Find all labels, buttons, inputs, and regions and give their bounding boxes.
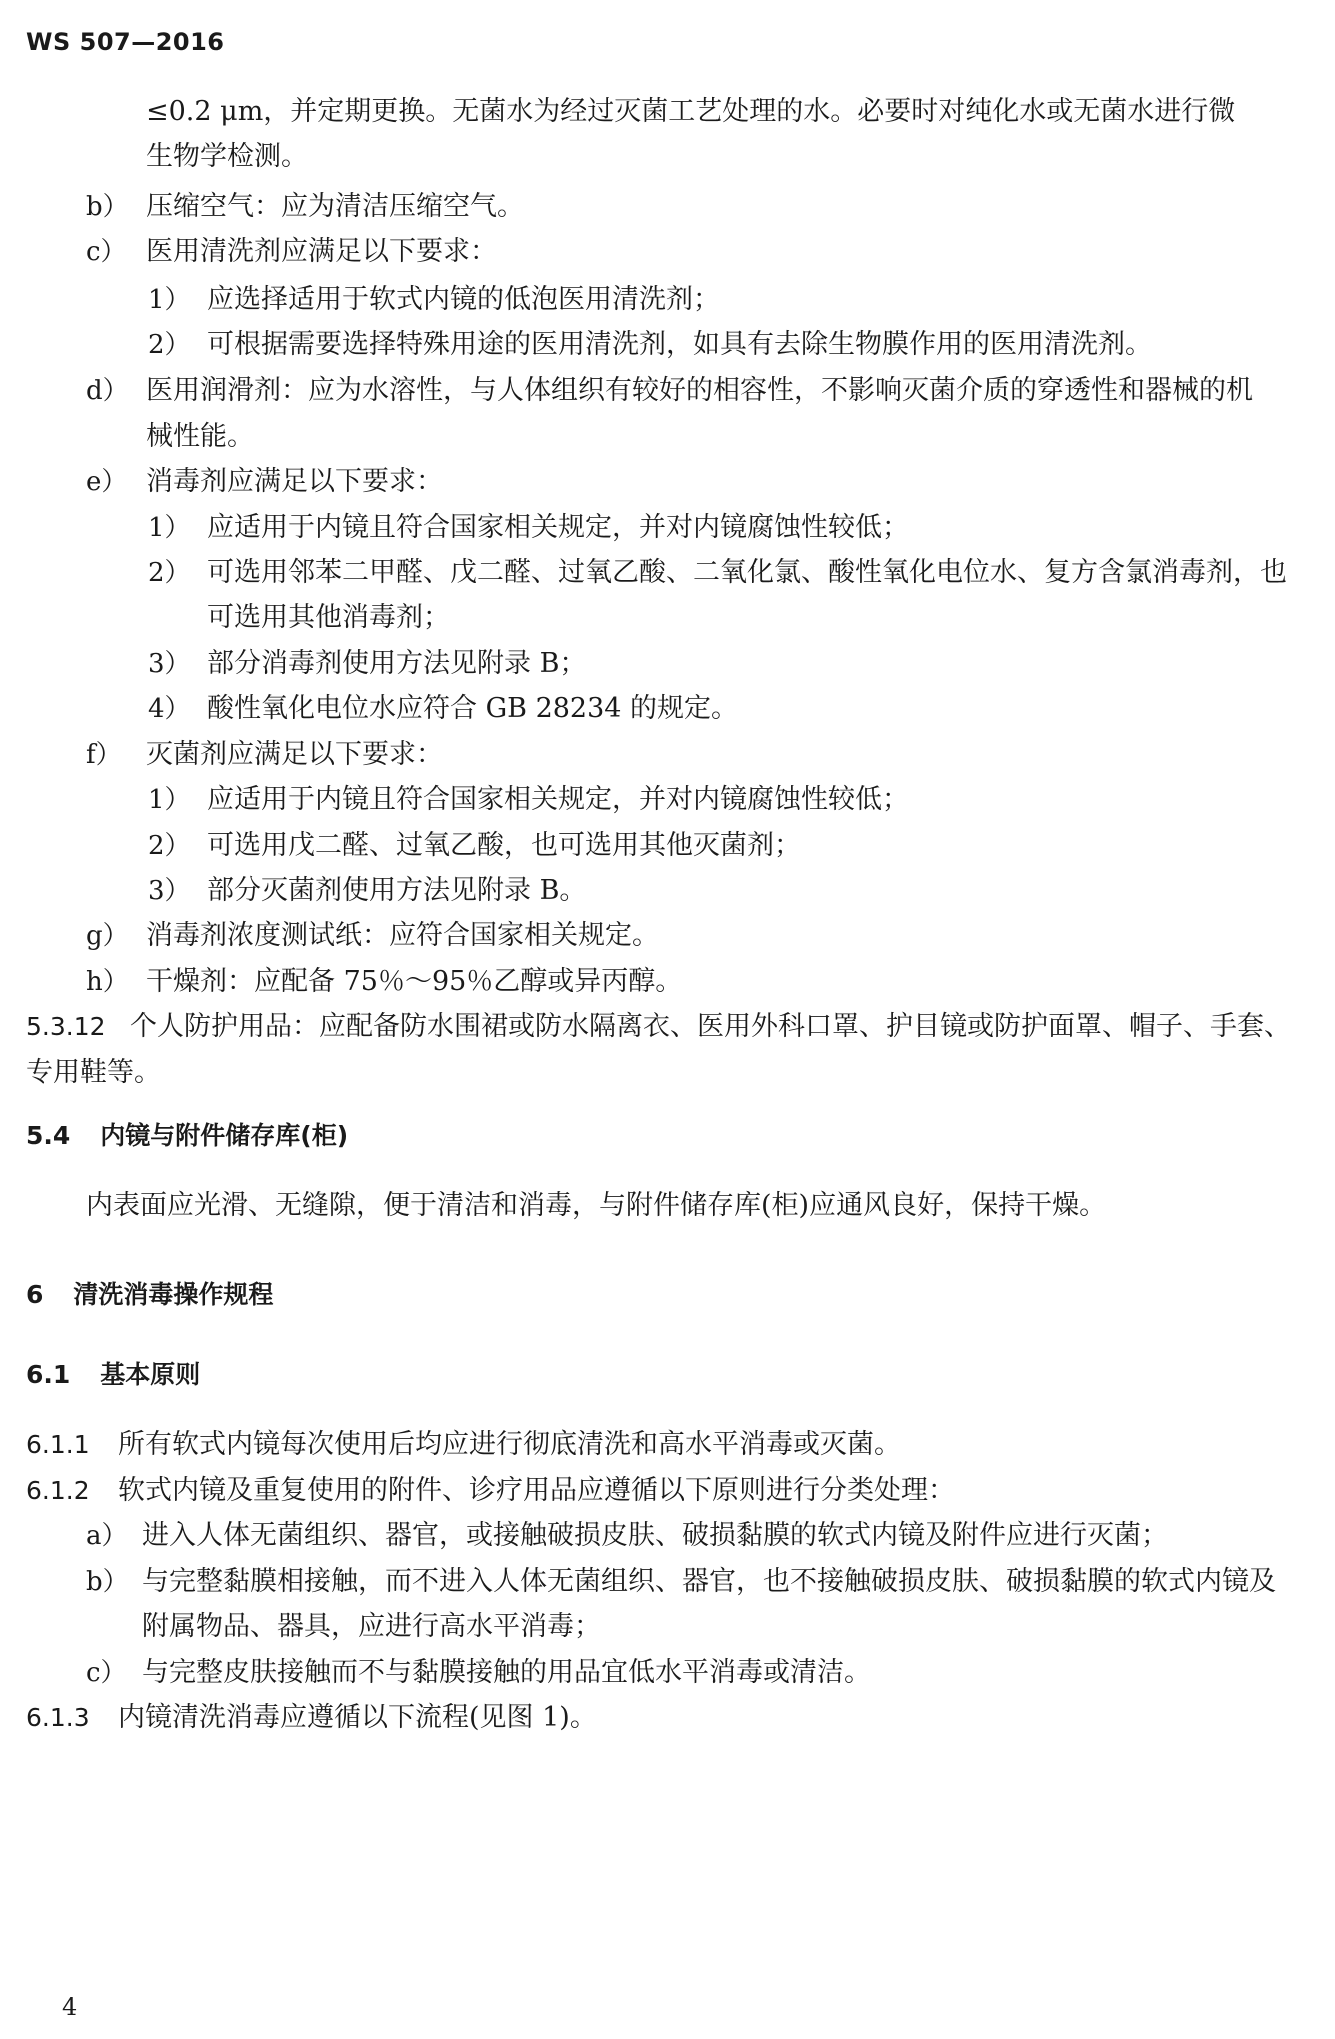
clause-6-1-2-a-label: a） — [86, 1521, 128, 1551]
section-6-heading — [26, 1278, 273, 1312]
item-c-sub-1-text: 应选择适用于软式内镜的低泡医用清洗剂； — [207, 284, 720, 315]
item-d-text-cont: 械性能。 — [146, 421, 254, 452]
clause-6-1-2-b-text-cont: 附属物品、器具，应进行高水平消毒； — [142, 1611, 601, 1642]
item-h-text: 干燥剂：应配备 75％～95％乙醇或异丙醇。 — [146, 966, 683, 997]
section-6-title: 清洗消毒操作规程 — [73, 1280, 274, 1309]
clause-6-1-1-text: 所有软式内镜每次使用后均应进行彻底清洗和高水平消毒或灭菌。 — [118, 1429, 901, 1460]
document-number-header: WS 507—2016 — [26, 28, 225, 56]
item-e-sub-1-label: 1） — [148, 513, 191, 543]
item-f-sub-1-text: 应适用于内镜且符合国家相关规定，并对内镜腐蚀性较低； — [207, 784, 909, 815]
page-number: 4 — [62, 1993, 78, 2021]
item-c-sub-1-label: 1） — [148, 285, 191, 315]
clause-5-3-12-text-cont: 专用鞋等。 — [26, 1057, 161, 1088]
item-e-label: e） — [86, 467, 128, 497]
clause-5-3-12-text: 个人防护用品：应配备防水围裙或防水隔离衣、医用外科口罩、护目镜或防护面罩、帽子、手套、 — [130, 1011, 1291, 1042]
item-e-sub-3-text: 部分消毒剂使用方法见附录 B； — [207, 648, 587, 679]
item-d-text: 医用润滑剂：应为水溶性，与人体组织有较好的相容性，不影响灭菌介质的穿透性和器械的机 — [146, 375, 1253, 406]
item-f-sub-1-label: 1） — [148, 785, 191, 815]
section-6-1-number: 6.1 — [26, 1360, 71, 1389]
clause-6-1-2-c-label: c） — [86, 1658, 127, 1688]
section-6-number: 6 — [26, 1280, 44, 1309]
item-g-text: 消毒剂浓度测试纸：应符合国家相关规定。 — [146, 920, 659, 951]
clause-6-1-2-number: 6.1.2 — [26, 1476, 90, 1505]
continuation-line-1: ≤0.2 μm，并定期更换。无菌水为经过灭菌工艺处理的水。必要时对纯化水或无菌水进行微 — [146, 96, 1236, 127]
item-e-sub-4-text: 酸性氧化电位水应符合 GB 28234 的规定。 — [207, 693, 739, 724]
item-c-text: 医用清洗剂应满足以下要求： — [146, 236, 497, 267]
item-e-sub-2-text-cont: 可选用其他消毒剂； — [207, 602, 450, 633]
item-g-label: g） — [86, 921, 129, 951]
item-b-text: 压缩空气：应为清洁压缩空气。 — [146, 191, 524, 222]
item-h-label: h） — [86, 967, 129, 997]
section-6-1-heading — [26, 1358, 200, 1392]
item-e-text: 消毒剂应满足以下要求： — [146, 466, 443, 497]
clause-6-1-3-text: 内镜清洗消毒应遵循以下流程(见图 1)。 — [118, 1702, 597, 1733]
item-c-sub-2-label: 2） — [148, 330, 191, 360]
clause-6-1-2-b-label: b） — [86, 1567, 129, 1597]
section-5-4-heading — [26, 1119, 348, 1153]
clause-5-3-12-number: 5.3.12 — [26, 1012, 106, 1041]
clause-6-1-2-a-text: 进入人体无菌组织、器官，或接触破损皮肤、破损黏膜的软式内镜及附件应进行灭菌； — [142, 1520, 1168, 1551]
item-c-sub-2-text: 可根据需要选择特殊用途的医用清洗剂，如具有去除生物膜作用的医用清洗剂。 — [207, 329, 1152, 360]
item-e-sub-3-label: 3） — [148, 649, 191, 679]
item-c-label: c） — [86, 237, 127, 267]
item-f-sub-2-label: 2） — [148, 831, 191, 861]
clause-6-1-2-text: 软式内镜及重复使用的附件、诊疗用品应遵循以下原则进行分类处理： — [118, 1475, 955, 1506]
continuation-line-2: 生物学检测。 — [146, 141, 308, 172]
clause-6-1-2-c-text: 与完整皮肤接触而不与黏膜接触的用品宜低水平消毒或清洁。 — [142, 1657, 871, 1688]
item-f-sub-3-label: 3） — [148, 876, 191, 906]
clause-6-1-1-number: 6.1.1 — [26, 1430, 90, 1459]
item-e-sub-1-text: 应适用于内镜且符合国家相关规定，并对内镜腐蚀性较低； — [207, 512, 909, 543]
item-d-label: d） — [86, 376, 129, 406]
section-6-1-title: 基本原则 — [100, 1360, 201, 1389]
clause-6-1-2-b-text: 与完整黏膜相接触，而不进入人体无菌组织、器官，也不接触破损皮肤、破损黏膜的软式内镜及 — [142, 1566, 1276, 1597]
section-5-4-title: 内镜与附件储存库(柜) — [100, 1121, 349, 1150]
item-f-sub-2-text: 可选用戊二醛、过氧乙酸，也可选用其他灭菌剂； — [207, 830, 801, 861]
item-f-text: 灭菌剂应满足以下要求： — [146, 739, 443, 770]
section-5-4-body: 内表面应光滑、无缝隙，便于清洁和消毒，与附件储存库(柜)应通风良好，保持干燥。 — [86, 1190, 1107, 1221]
item-f-label: f） — [86, 740, 122, 770]
item-b-label: b） — [86, 192, 129, 222]
item-e-sub-2-label: 2） — [148, 558, 191, 588]
item-f-sub-3-text: 部分灭菌剂使用方法见附录 B。 — [207, 875, 587, 906]
section-5-4-number: 5.4 — [26, 1121, 71, 1150]
item-e-sub-2-text: 可选用邻苯二甲醛、戊二醛、过氧乙酸、二氧化氯、酸性氧化电位水、复方含氯消毒剂，也 — [207, 557, 1287, 588]
clause-6-1-3-number: 6.1.3 — [26, 1703, 90, 1732]
item-e-sub-4-label: 4） — [148, 694, 191, 724]
